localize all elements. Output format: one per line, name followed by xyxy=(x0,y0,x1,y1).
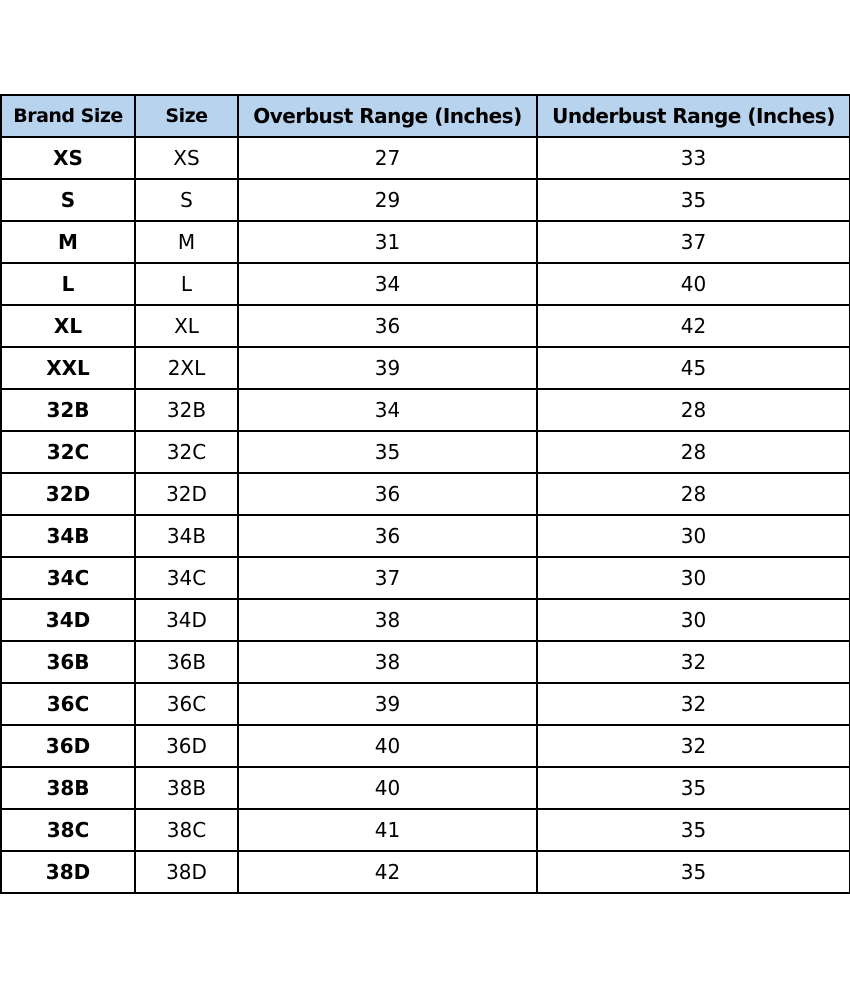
size-cell: 2XL xyxy=(135,347,238,389)
table-row xyxy=(1,809,850,851)
underbust-cell: 28 xyxy=(537,389,850,431)
size-cell: XL xyxy=(135,305,238,347)
table-row xyxy=(1,725,850,767)
underbust-cell: 40 xyxy=(537,263,850,305)
size-cell: XS xyxy=(135,137,238,179)
underbust-cell: 32 xyxy=(537,683,850,725)
brand-size-cell: XXL xyxy=(1,347,135,389)
size-cell: 34B xyxy=(135,515,238,557)
overbust-cell: 37 xyxy=(238,557,537,599)
overbust-cell: 39 xyxy=(238,347,537,389)
table-row xyxy=(1,473,850,515)
table-row xyxy=(1,599,850,641)
size-cell: L xyxy=(135,263,238,305)
overbust-cell: 31 xyxy=(238,221,537,263)
brand-size-cell: 34C xyxy=(1,557,135,599)
overbust-cell: 38 xyxy=(238,641,537,683)
brand-size-cell: XL xyxy=(1,305,135,347)
underbust-cell: 28 xyxy=(537,473,850,515)
header-brand-size: Brand Size xyxy=(1,95,135,137)
table-row xyxy=(1,347,850,389)
brand-size-cell: S xyxy=(1,179,135,221)
size-chart-table xyxy=(0,94,850,894)
size-cell: 38C xyxy=(135,809,238,851)
underbust-cell: 28 xyxy=(537,431,850,473)
underbust-cell: 30 xyxy=(537,515,850,557)
brand-size-cell: 36C xyxy=(1,683,135,725)
overbust-cell: 29 xyxy=(238,179,537,221)
overbust-cell: 36 xyxy=(238,305,537,347)
size-cell: 38B xyxy=(135,767,238,809)
size-cell: 32B xyxy=(135,389,238,431)
size-cell: 34C xyxy=(135,557,238,599)
overbust-cell: 40 xyxy=(238,725,537,767)
underbust-cell: 30 xyxy=(537,599,850,641)
brand-size-cell: 32B xyxy=(1,389,135,431)
underbust-cell: 30 xyxy=(537,557,850,599)
header-underbust-range: Underbust Range (Inches) xyxy=(537,95,850,137)
table-row xyxy=(1,179,850,221)
size-cell: S xyxy=(135,179,238,221)
brand-size-cell: 32D xyxy=(1,473,135,515)
brand-size-cell: 38B xyxy=(1,767,135,809)
size-cell: 38D xyxy=(135,851,238,893)
table-row xyxy=(1,221,850,263)
overbust-cell: 34 xyxy=(238,389,537,431)
underbust-cell: 32 xyxy=(537,641,850,683)
overbust-cell: 42 xyxy=(238,851,537,893)
size-cell: 32C xyxy=(135,431,238,473)
brand-size-cell: 32C xyxy=(1,431,135,473)
brand-size-cell: 38D xyxy=(1,851,135,893)
brand-size-cell: 36D xyxy=(1,725,135,767)
size-cell: 36B xyxy=(135,641,238,683)
table-row xyxy=(1,431,850,473)
overbust-cell: 36 xyxy=(238,473,537,515)
underbust-cell: 35 xyxy=(537,851,850,893)
table-header xyxy=(1,95,850,137)
overbust-cell: 36 xyxy=(238,515,537,557)
table-row xyxy=(1,641,850,683)
underbust-cell: 37 xyxy=(537,221,850,263)
size-cell: 36D xyxy=(135,725,238,767)
brand-size-cell: L xyxy=(1,263,135,305)
overbust-cell: 27 xyxy=(238,137,537,179)
header-row xyxy=(1,95,850,137)
underbust-cell: 42 xyxy=(537,305,850,347)
table-row xyxy=(1,683,850,725)
table-row xyxy=(1,263,850,305)
table-row xyxy=(1,137,850,179)
underbust-cell: 35 xyxy=(537,809,850,851)
underbust-cell: 35 xyxy=(537,767,850,809)
table-row xyxy=(1,389,850,431)
size-cell: 32D xyxy=(135,473,238,515)
table-row xyxy=(1,767,850,809)
overbust-cell: 40 xyxy=(238,767,537,809)
table-row xyxy=(1,851,850,893)
table-row xyxy=(1,515,850,557)
size-cell: 34D xyxy=(135,599,238,641)
size-cell: M xyxy=(135,221,238,263)
overbust-cell: 34 xyxy=(238,263,537,305)
brand-size-cell: 38C xyxy=(1,809,135,851)
overbust-cell: 39 xyxy=(238,683,537,725)
brand-size-cell: 36B xyxy=(1,641,135,683)
header-size: Size xyxy=(135,95,238,137)
brand-size-cell: 34D xyxy=(1,599,135,641)
brand-size-cell: M xyxy=(1,221,135,263)
underbust-cell: 35 xyxy=(537,179,850,221)
underbust-cell: 45 xyxy=(537,347,850,389)
underbust-cell: 33 xyxy=(537,137,850,179)
overbust-cell: 38 xyxy=(238,599,537,641)
header-overbust-range: Overbust Range (Inches) xyxy=(238,95,537,137)
table-body xyxy=(1,137,850,893)
size-cell: 36C xyxy=(135,683,238,725)
table-row xyxy=(1,305,850,347)
table-row xyxy=(1,557,850,599)
brand-size-cell: 34B xyxy=(1,515,135,557)
brand-size-cell: XS xyxy=(1,137,135,179)
underbust-cell: 32 xyxy=(537,725,850,767)
overbust-cell: 41 xyxy=(238,809,537,851)
overbust-cell: 35 xyxy=(238,431,537,473)
